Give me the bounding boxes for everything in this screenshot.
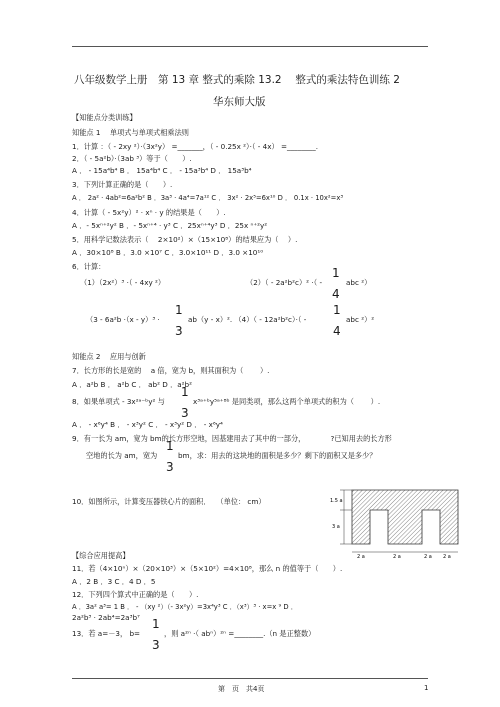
question-11: 11．若（4×10ⁿ）×（20×10³）×（5×10²）=4×10⁸，那么 n 的值等于（ ）.: [72, 564, 343, 573]
fraction-denominator: 3: [166, 460, 174, 474]
dimension-label: 2 a: [393, 554, 401, 560]
fraction-denominator: 4: [332, 287, 340, 301]
page-title: 八年级数学上册 第 13 章 整式的乘除 13.2 整式的乘法特色训练 2: [74, 74, 400, 86]
section-heading: 【知能点分类训练】: [72, 113, 137, 122]
question-6-part-4-tail: abc ²）²: [346, 315, 375, 324]
question-6-part-2: （2）（ - 2a²b²c）² ·（ -: [246, 278, 323, 287]
question-8-tail: x³ᵃ⁺ᵇy⁵ᵃ⁺⁸ᵇ 是同类项，那么这两个单项式的积为（ ）.: [193, 397, 381, 406]
question-11-options: A ．2 B ．3 C ．4 D ．5: [72, 577, 156, 586]
dimension-label: 2 a: [424, 554, 432, 560]
question-6-part-1: （1）（2x²）³ ·（ - 4xy ²）: [80, 278, 166, 287]
dimension-label: 3 a: [332, 524, 340, 530]
fraction-numerator: 1: [333, 303, 341, 317]
knowledge-point-2: 知能点 2 应用与创新: [72, 352, 146, 361]
top-rule: [72, 46, 428, 47]
section-heading-2: 【综合应用提高】: [72, 551, 130, 560]
question-10: 10．如图所示，计算变压器铁心片的面积． （单位： cm）: [72, 497, 266, 506]
fraction-denominator: 4: [333, 324, 341, 338]
question-5: 5．用科学记数法表示（ 2×10²）×（15×10⁸）的结果应为（ ）.: [72, 235, 298, 244]
fraction-denominator: 3: [175, 324, 183, 338]
fraction-denominator: 3: [152, 638, 160, 652]
question-6-part-4: ab（y - x）². （4）（ - 12a²b²c）·（ -: [188, 315, 307, 324]
question-9-line-2-tail: bm，求：用去的这块地的面积是多少？剩下的面积又是多少？: [178, 451, 377, 460]
dimension-label: 2 a: [443, 554, 451, 560]
question-1: 1．计算 ：（ - 2xy ²）·（3x²y） =_______，（ - 0.25x ²）·（ - 4x） =________.: [72, 142, 319, 151]
question-5-options: A ．30×10⁸ B ．3.0 ×10⁷ C ．3.0×10¹¹ D ．3.0 ×10¹⁰: [72, 248, 264, 257]
question-2: 2．（ - 5a²b）·（3ab ³）等于（ ）.: [72, 154, 192, 163]
question-13-tail: ，则 a²ⁿ ·（ abⁿ）²ⁿ =________.（n 是正整数）: [164, 629, 316, 638]
knowledge-point-1: 知能点 1 单项式与单项式相乘法则: [72, 128, 189, 137]
question-8-options: A ． - x⁶y⁴ B ． - x³y² C ． - x³y² D ． - x⁶y⁴: [72, 420, 223, 429]
fraction-numerator: 1: [166, 439, 174, 453]
fraction-numerator: 1: [181, 385, 189, 399]
page-subtitle: 华东师大版: [213, 96, 266, 108]
question-13: 13．若 a=－3， b=: [72, 629, 141, 638]
dimension-label: 2 a: [357, 554, 365, 560]
fraction-numerator: 1: [332, 266, 340, 280]
question-4: 4．计算（ - 5x²y）² · xⁿ · y 的结果是（ ）.: [72, 208, 226, 217]
question-6: 6．计算：: [72, 262, 106, 271]
core-shape: [352, 490, 458, 544]
question-7-options: A ．a²b B ． a²b C ． ab² D ．a²b²: [72, 380, 192, 389]
fraction-denominator: 3: [181, 406, 189, 420]
question-9-line-2: 空地的长为 am，宽为: [86, 451, 158, 460]
question-12-option-d: 2a²b³ · 2ab⁴=2a³b⁷: [72, 613, 140, 622]
question-8: 8．如果单项式 - 3x²ᵃ⁻ᵇy² 与: [72, 397, 165, 406]
page-footer: 第 页 共4页: [218, 685, 265, 693]
page-number: 1: [424, 684, 429, 692]
fraction-numerator: 1: [152, 617, 160, 631]
question-12-options: A ．3a² a³= 1 B ． - （xy ²）（- 3x²y）=3x⁴y³ C ．（x³）³ · x=x ⁹ D ．: [72, 603, 298, 611]
question-6-part-2-tail: abc ²）: [346, 278, 372, 287]
fraction-numerator: 1: [175, 303, 183, 317]
question-12: 12．下列四个算式中正确的是（ ）.: [72, 590, 199, 599]
question-4-options: A ．- 5xⁿ⁺²y² B ．- 5xⁿ⁺⁴ · y³ C ．25xⁿ⁺⁴y³ D ．25x ⁿ⁺²y²: [72, 221, 268, 230]
question-2-options: A ． - 15a⁴b⁴ B ． 15a⁴b⁴ C ． - 15a³b⁴ D ． 15a³b⁴: [72, 166, 252, 175]
transformer-core-figure: [330, 484, 462, 560]
dimension-label: 1.5 a: [330, 498, 343, 504]
question-9: 9．有一长为 am，宽为 bm的长方形空地，因基建用去了其中的一部分， ?已知用去的长方形: [72, 434, 392, 443]
question-3: 3．下列计算正确的是（ ）.: [72, 180, 173, 189]
question-7: 7．长方形的长是宽的 a 倍，宽为 b，则其面积为（ ）.: [72, 366, 270, 375]
question-6-part-3: （3 - 6a²b ·（x - y）³ ·: [86, 315, 160, 324]
bottom-rule: [72, 678, 428, 679]
question-3-options: A ． 2a² · 4ab²=6a²b² B ．3a³ · 4a⁴=7a¹² C ． 3x² · 2x⁵=6x¹⁰ D ． 0.1x · 10x²=x³: [72, 194, 344, 202]
